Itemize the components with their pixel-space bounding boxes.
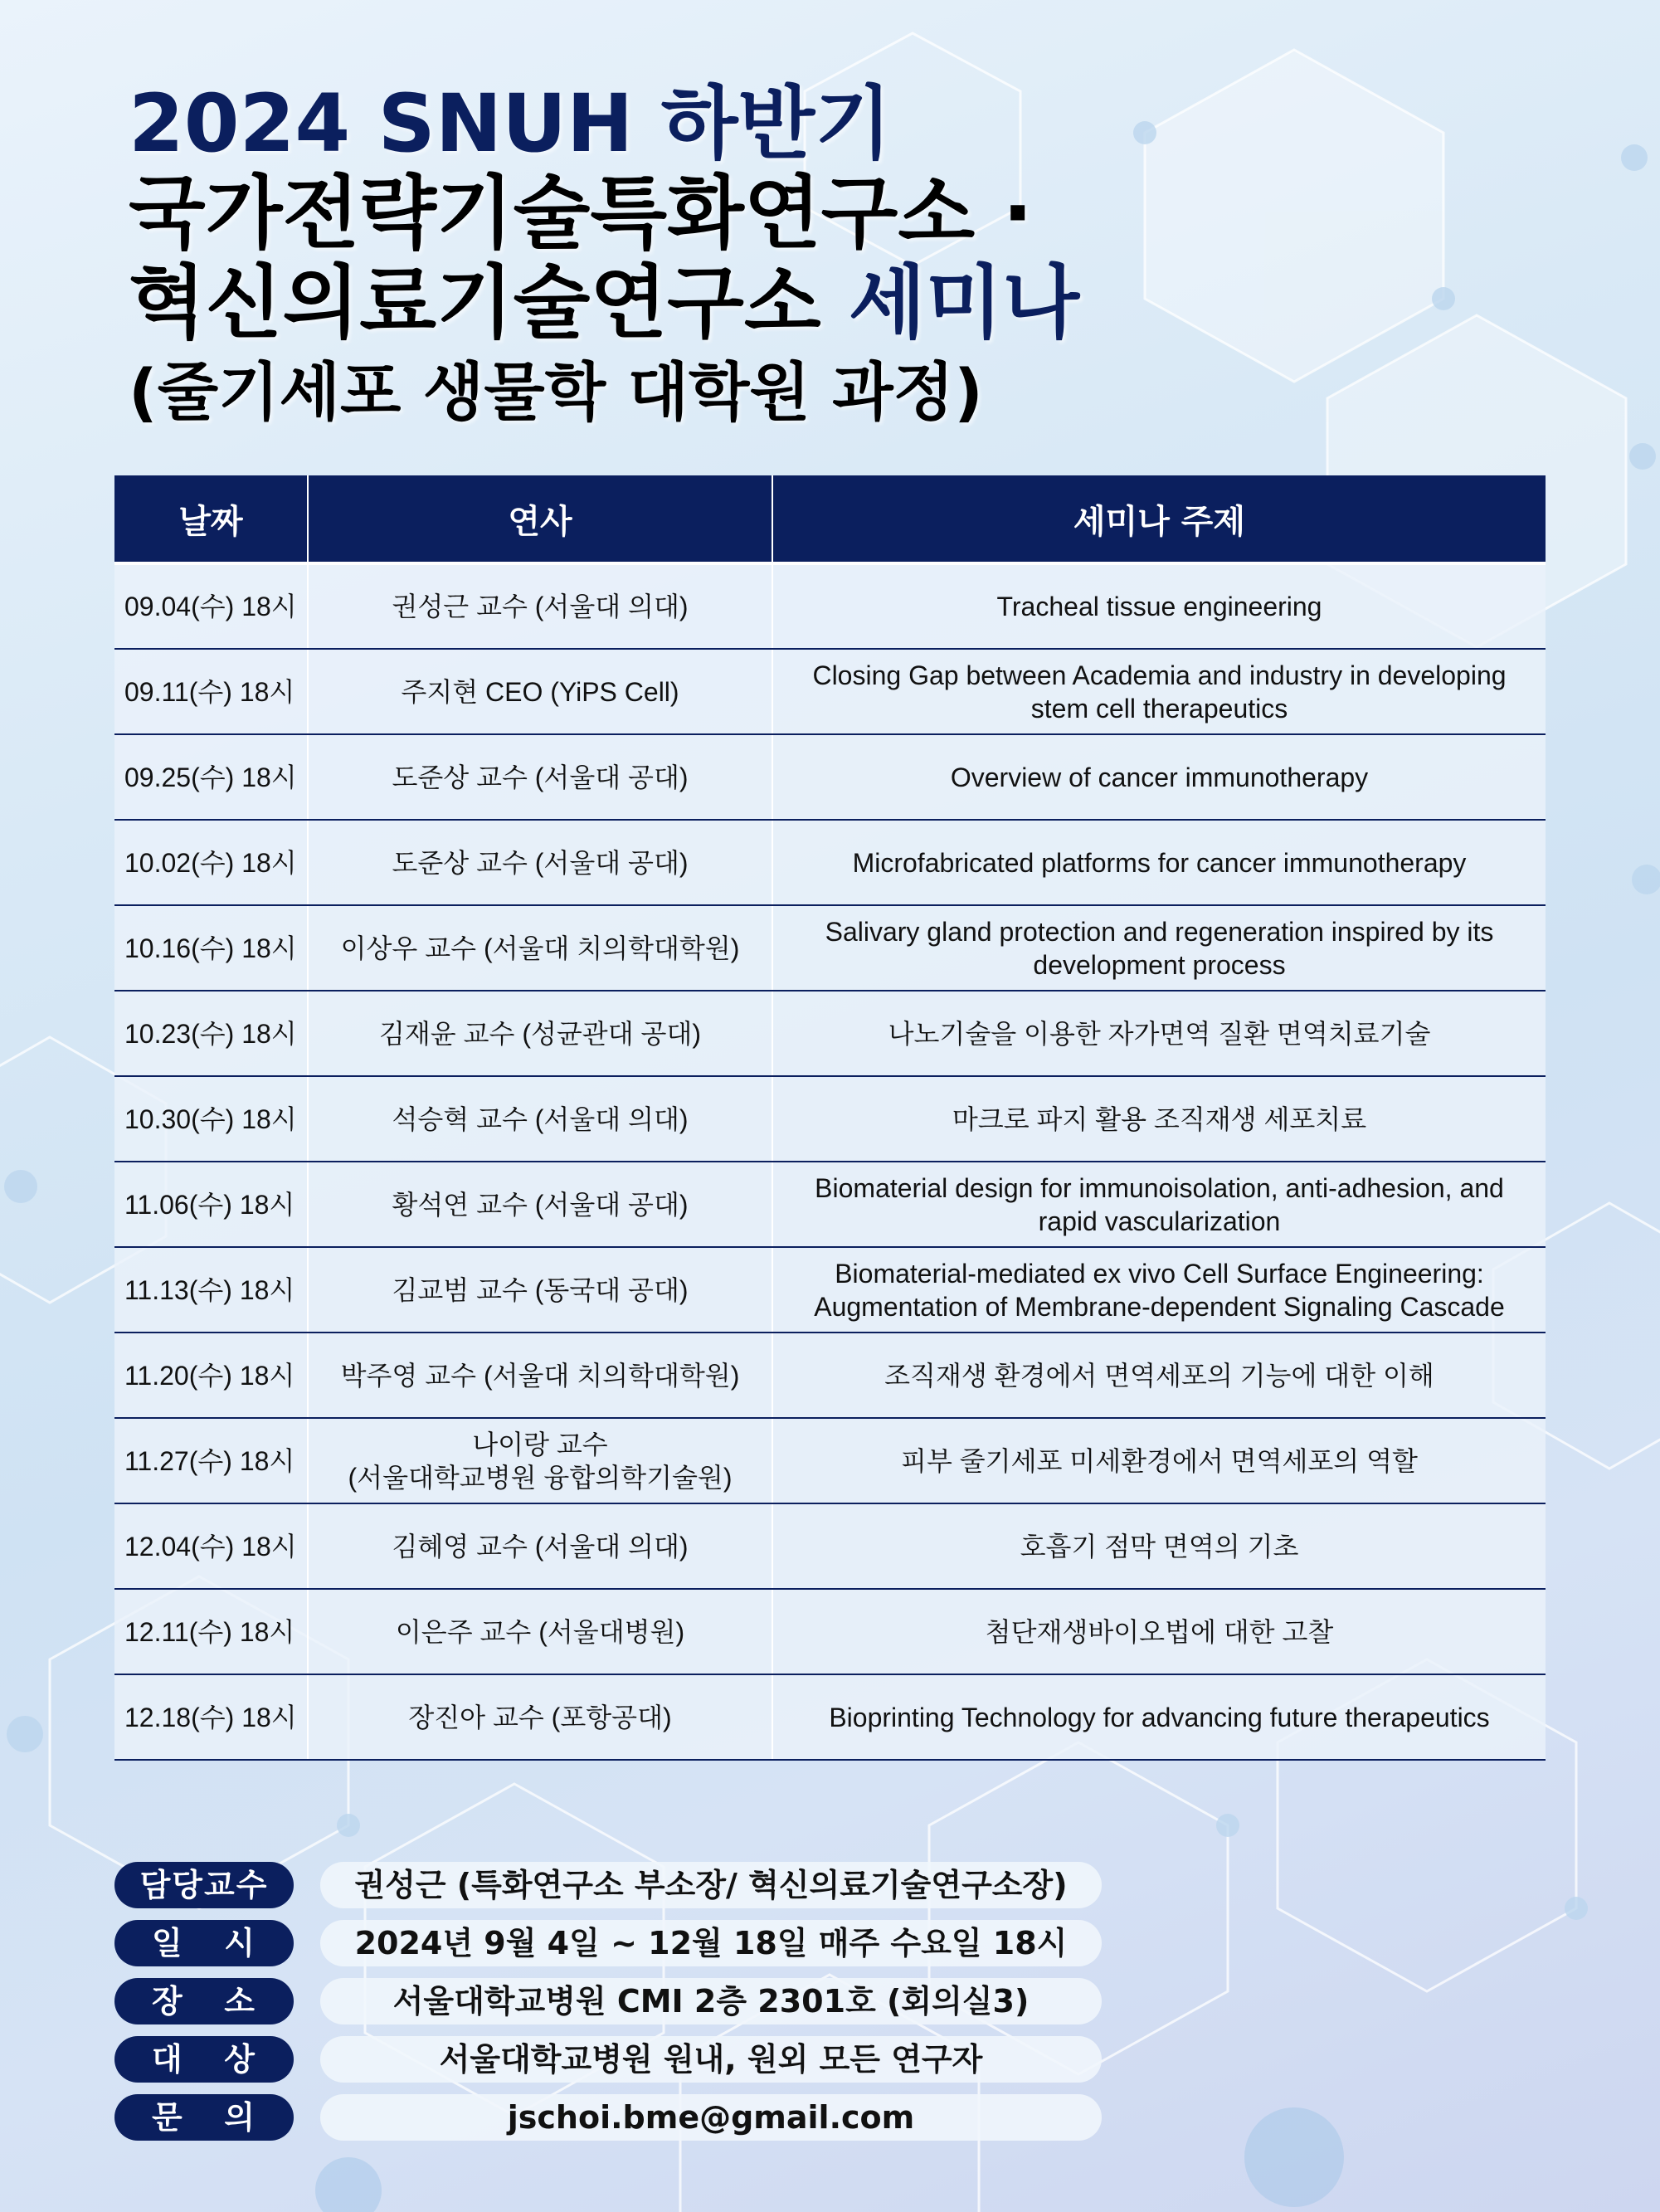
cell-topic [772,1503,1546,1589]
cell-speaker [308,1333,772,1418]
cell-topic [772,905,1546,991]
cell-topic-line: 호흡기 점막 면역의 기초 [1020,1531,1299,1562]
cell-topic-line: Overview of cancer immunotherapy [950,762,1369,792]
table-row [114,649,1546,734]
info-label-char: 소 [224,1983,256,2020]
cell-topic-line: rapid vascularization [1038,1206,1281,1236]
info-label-char: 대 [152,2041,184,2078]
info-label-char: 장 [152,1983,184,2020]
table-row [114,1674,1546,1760]
cell-topic [772,1418,1546,1503]
table-row [114,1589,1546,1674]
info-label-char: 상 [224,2041,256,2078]
cell-speaker [308,1076,772,1162]
cell-speaker-line: 김혜영 교수 (서울대 의대) [392,1531,689,1562]
title-line-4: (줄기세포 생물학 대학원 과정) [129,355,983,429]
seminar-title [129,79,1079,437]
cell-speaker-line: 장진아 교수 (포항공대) [408,1702,672,1732]
cell-topic [772,1674,1546,1760]
info-label-text [114,1920,294,1966]
info-label [114,2036,294,2083]
title-line-3 [129,258,1079,348]
cell-topic-line: Bioprinting Technology for advancing future therapeutics [829,1702,1490,1732]
info-label-char: 일 [152,1925,184,1961]
info-value: jschoi.bme@gmail.com [320,2094,1102,2141]
header-speaker: 연사 [308,475,772,563]
cell-topic-line: 마크로 파지 활용 조직재생 세포치료 [952,1104,1367,1134]
table-row [114,820,1546,905]
cell-topic [772,1076,1546,1162]
table-row [114,1247,1546,1333]
cell-speaker-line: 나이랑 교수 [472,1429,608,1459]
cell-speaker [308,1674,772,1760]
cell-date: 09.11(수) 18시 [114,649,308,734]
info-label-text [114,2094,294,2141]
info-label [114,1978,294,2024]
info-label [114,1862,294,1908]
table-row [114,734,1546,820]
info-label [114,2094,294,2141]
cell-topic-line: 조직재생 환경에서 면역세포의 기능에 대한 이해 [884,1360,1434,1391]
cell-speaker [308,649,772,734]
cell-speaker [308,1418,772,1503]
table-header-row [114,475,1546,563]
cell-speaker [308,820,772,905]
cell-speaker-line: 이상우 교수 (서울대 치의학대학원) [340,933,740,963]
cell-topic-line: Tracheal tissue engineering [996,592,1322,621]
cell-speaker [308,563,772,649]
cell-topic [772,563,1546,649]
title-line-3-navy: 세미나 [849,256,1080,349]
cell-speaker [308,1503,772,1589]
cell-topic-line: Biomaterial design for immunoisolation, anti-adhesion, and [815,1172,1504,1203]
info-label-text [114,2036,294,2083]
table-row [114,991,1546,1076]
info-label-char: 의 [224,2099,256,2136]
table-row [114,1333,1546,1418]
table-row [114,563,1546,649]
table-row [114,905,1546,991]
cell-date: 10.02(수) 18시 [114,820,308,905]
cell-date: 11.13(수) 18시 [114,1247,308,1333]
info-value: 권성근 (특화연구소 부소장/ 혁신의료기술연구소장) [320,1862,1102,1908]
info-value: 2024년 9월 4일 ~ 12월 18일 매주 수요일 18시 [320,1920,1102,1966]
header-date: 날짜 [114,475,308,563]
cell-topic-line: development process [1033,949,1286,980]
info-value: 서울대학교병원 원내, 원외 모든 연구자 [320,2036,1102,2083]
title-line-3-black: 혁신의료기술연구소 [129,256,821,349]
cell-speaker-line: 도준상 교수 (서울대 공대) [392,847,689,878]
cell-topic-line: Biomaterial-mediated ex vivo Cell Surface Engineering: [835,1258,1484,1289]
cell-date: 12.11(수) 18시 [114,1589,308,1674]
cell-date: 10.16(수) 18시 [114,905,308,991]
cell-speaker-line: (서울대학교병원 융합의학기술원) [348,1462,733,1493]
cell-speaker-line: 황석연 교수 (서울대 공대) [392,1189,689,1220]
cell-topic-line: Augmentation of Membrane-dependent Signaling Cascade [814,1291,1505,1322]
info-label-char: 담당교수 [139,1867,269,1903]
cell-topic-line: 나노기술을 이용한 자가면역 질환 면역치료기술 [888,1018,1431,1049]
cell-date: 12.18(수) 18시 [114,1674,308,1760]
cell-topic [772,1162,1546,1247]
cell-date: 11.20(수) 18시 [114,1333,308,1418]
cell-date: 11.27(수) 18시 [114,1418,308,1503]
cell-date: 11.06(수) 18시 [114,1162,308,1247]
cell-date: 10.30(수) 18시 [114,1076,308,1162]
cell-date: 12.04(수) 18시 [114,1503,308,1589]
cell-topic [772,1333,1546,1418]
cell-speaker-line: 박주영 교수 (서울대 치의학대학원) [340,1360,740,1391]
cell-topic-line: Salivary gland protection and regeneration inspired by its [825,916,1494,947]
cell-topic [772,991,1546,1076]
cell-topic [772,820,1546,905]
cell-speaker-line: 석승혁 교수 (서울대 의대) [392,1104,689,1134]
cell-date: 09.25(수) 18시 [114,734,308,820]
cell-speaker-line: 김재윤 교수 (성균관대 공대) [378,1018,702,1049]
table-row [114,1076,1546,1162]
cell-speaker [308,991,772,1076]
cell-speaker [308,1247,772,1333]
info-label-text [114,1862,294,1908]
cell-speaker [308,1162,772,1247]
info-label-char: 시 [224,1925,256,1961]
info-label [114,1920,294,1966]
cell-topic [772,734,1546,820]
cell-speaker [308,734,772,820]
cell-speaker-line: 이은주 교수 (서울대병원) [395,1616,685,1647]
cell-speaker-line: 김교범 교수 (동국대 공대) [392,1274,689,1305]
table-row [114,1418,1546,1503]
table-row [114,1162,1546,1247]
cell-speaker-line: 주지현 CEO (YiPS Cell) [401,676,679,707]
title-line-1: 2024 SNUH 하반기 [129,77,893,170]
title-line-2: 국가전략기술특화연구소 · [129,167,1033,260]
cell-topic [772,1589,1546,1674]
cell-speaker-line: 권성근 교수 (서울대 의대) [392,592,689,621]
info-label-text [114,1978,294,2024]
cell-topic [772,649,1546,734]
cell-topic-line: Closing Gap between Academia and industry in developing [812,660,1507,690]
cell-topic [772,1247,1546,1333]
cell-speaker-line: 도준상 교수 (서울대 공대) [392,762,689,792]
cell-speaker [308,1589,772,1674]
cell-date: 09.04(수) 18시 [114,563,308,649]
header-topic: 세미나 주제 [772,475,1546,563]
cell-topic-line: 첨단재생바이오법에 대한 고찰 [985,1616,1334,1647]
table-row [114,1503,1546,1589]
cell-topic-line: stem cell therapeutics [1030,693,1288,724]
cell-speaker [308,905,772,991]
seminar-schedule-table [114,475,1546,1761]
cell-date: 10.23(수) 18시 [114,991,308,1076]
info-label-char: 문 [152,2099,184,2136]
cell-topic-line: Microfabricated platforms for cancer immunotherapy [852,847,1467,878]
cell-topic-line: 피부 줄기세포 미세환경에서 면역세포의 역할 [901,1445,1418,1476]
info-value: 서울대학교병원 CMI 2층 2301호 (회의실3) [320,1978,1102,2024]
